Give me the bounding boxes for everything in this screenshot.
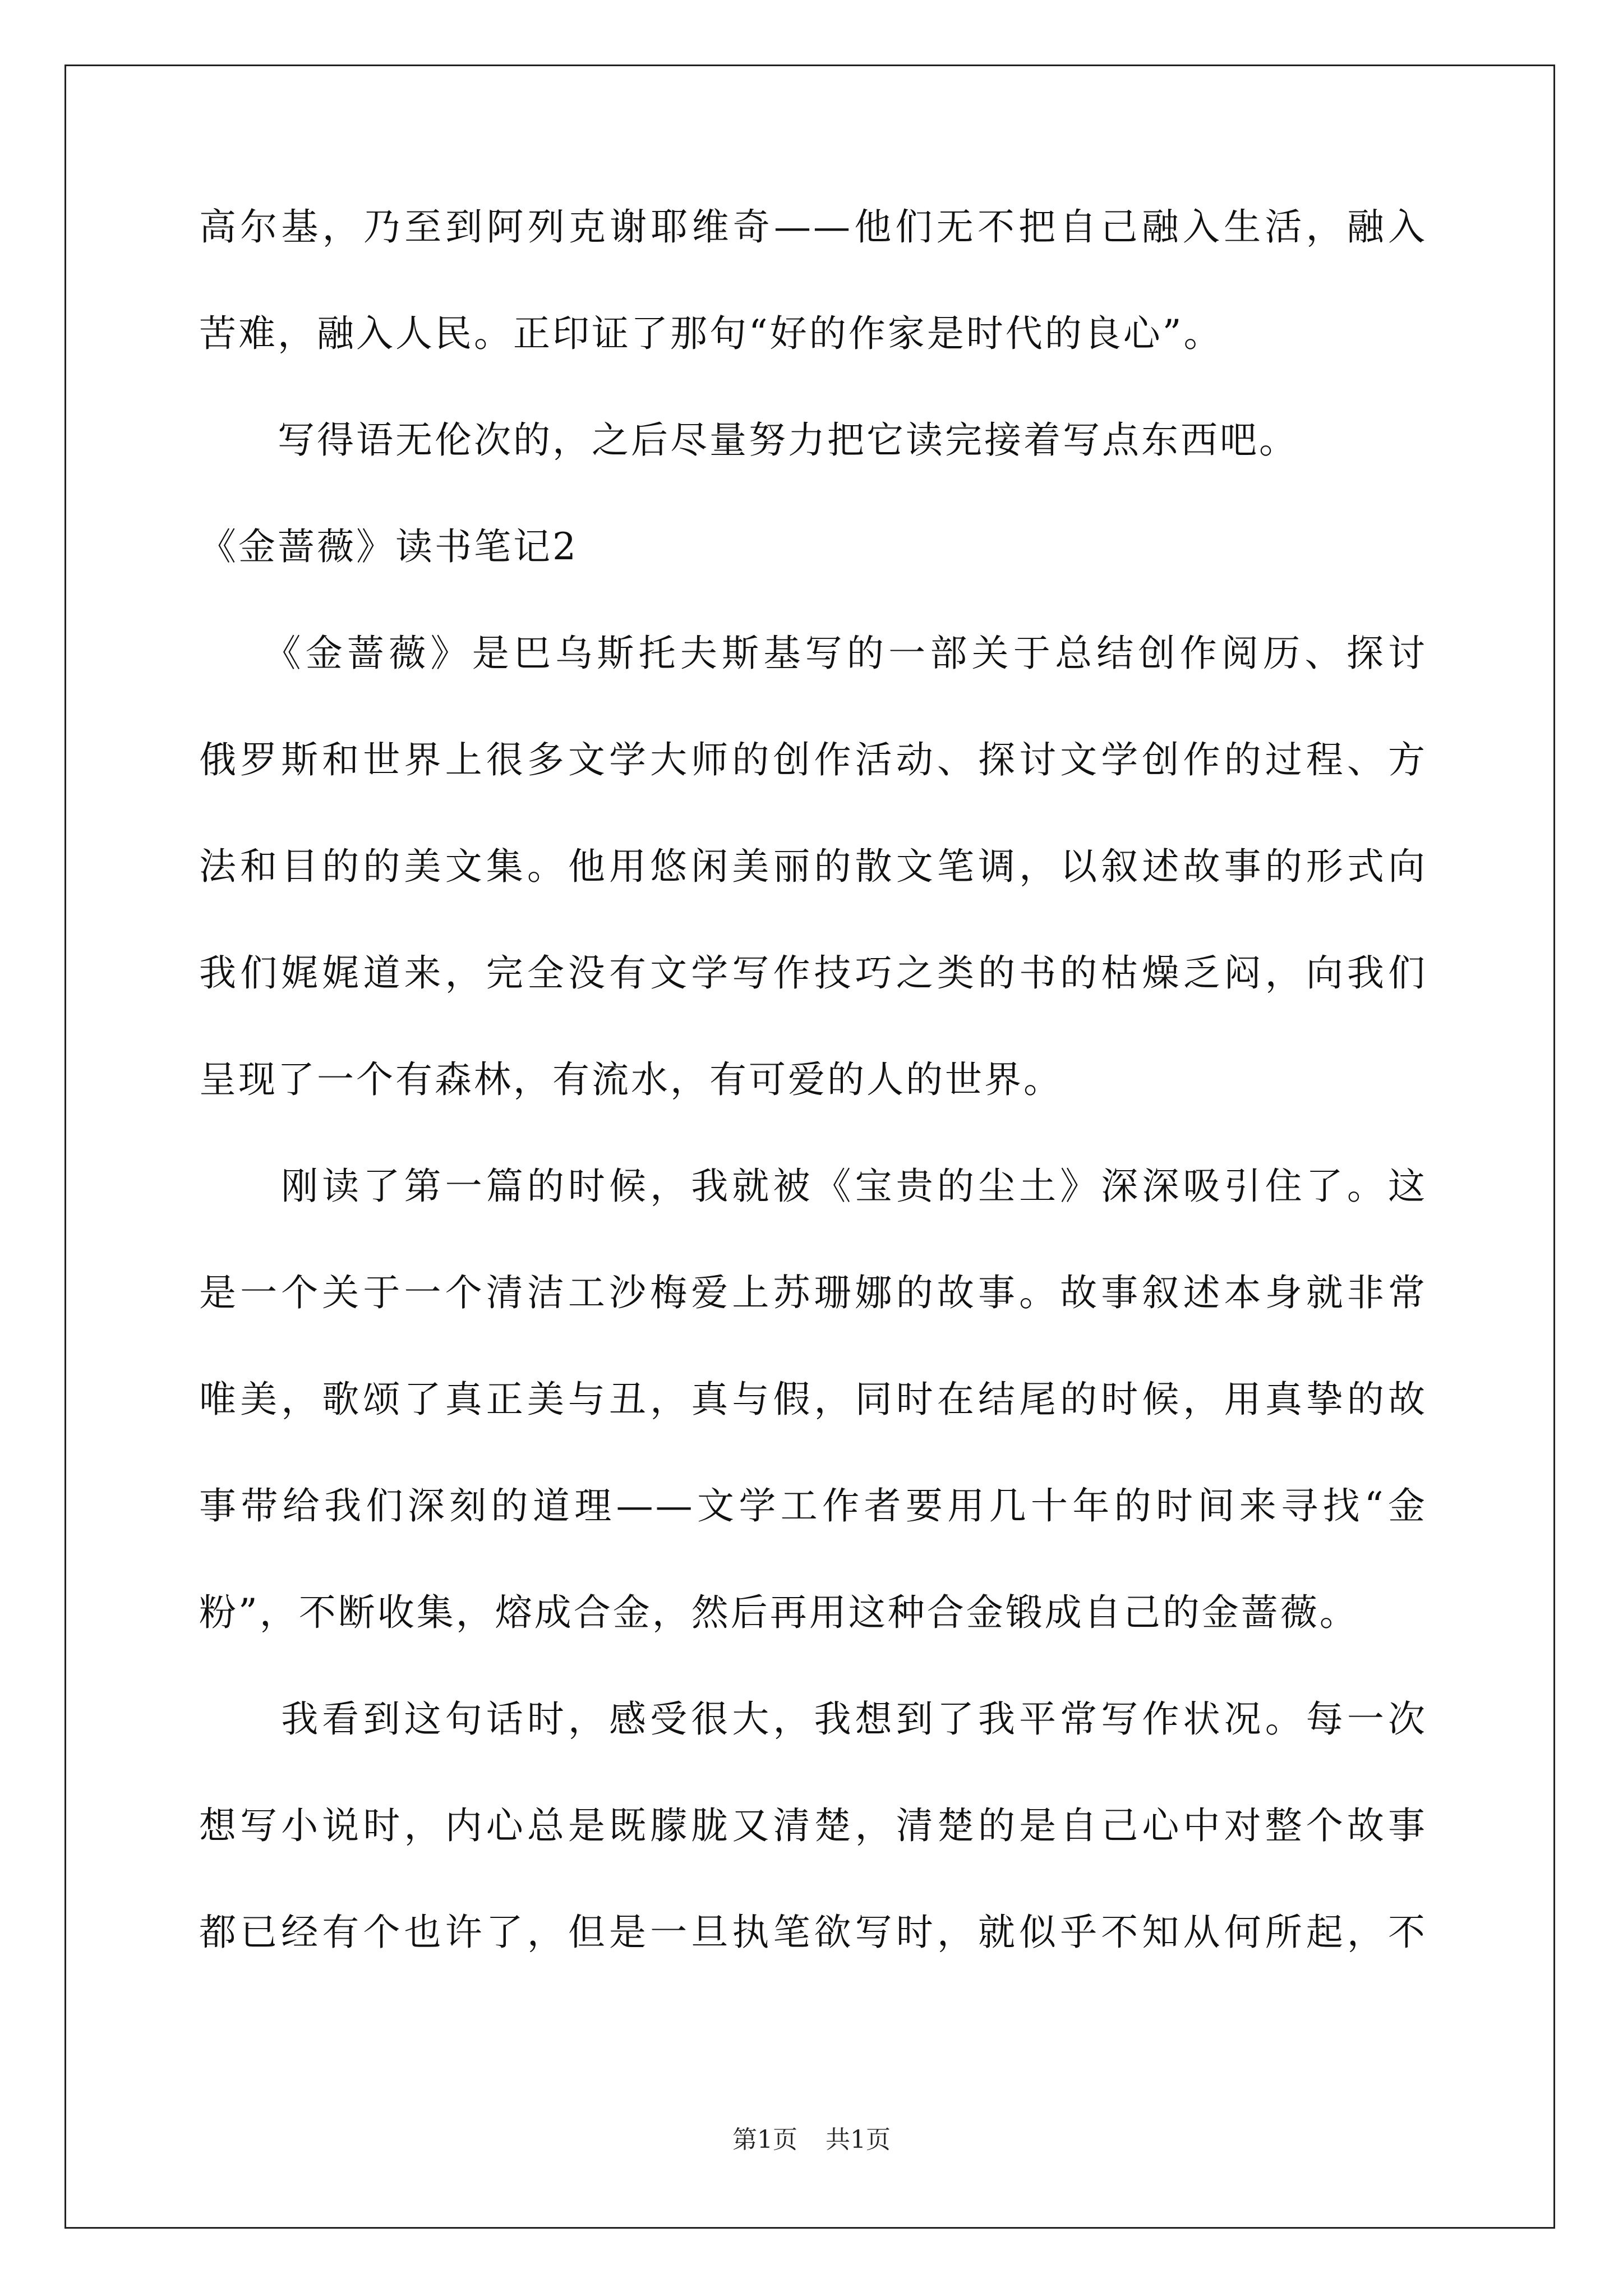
text-line: 我们娓娓道来，完全没有文学写作技巧之类的书的枯燥乏闷，向我们: [199, 951, 1427, 995]
text-line: 事带给我们深刻的道理——文学工作者要用几十年的时间来寻找“金: [199, 1484, 1427, 1527]
text-line: 《金蔷薇》是巴乌斯托夫斯基写的一部关于总结创作阅历、探讨: [199, 632, 1427, 675]
text-line: 刚读了第一篇的时候，我就被《宝贵的尘土》深深吸引住了。这: [199, 1165, 1427, 1208]
text-line: 唯美，歌颂了真正美与丑，真与假，同时在结尾的时候，用真挚的故: [199, 1378, 1427, 1421]
text-line: 是一个关于一个清洁工沙梅爱上苏珊娜的故事。故事叙述本身就非常: [199, 1271, 1427, 1314]
page-total: 共1页: [826, 2125, 891, 2154]
text-line: 想写小说时，内心总是既朦胧又清楚，清楚的是自己心中对整个故事: [199, 1804, 1427, 1847]
text-line: 法和目的的美文集。他用悠闲美丽的散文笔调，以叙述故事的形式向: [199, 845, 1427, 888]
text-line: 我看到这句话时，感受很大，我想到了我平常写作状况。每一次: [199, 1697, 1427, 1741]
text-line: 写得语无伦次的，之后尽量努力把它读完接着写点东西吧。: [199, 418, 1298, 462]
text-line: 俄罗斯和世界上很多文学大师的创作活动、探讨文学创作的过程、方: [199, 738, 1427, 781]
text-line: 苦难，融入人民。正印证了那句“好的作家是时代的良心”。: [199, 312, 1223, 355]
page-number: 第1页: [732, 2125, 797, 2154]
section-heading: 《金蔷薇》读书笔记2: [199, 525, 578, 568]
text-line: 高尔基，乃至到阿列克谢耶维奇——他们无不把自己融入生活，融入: [199, 205, 1427, 249]
page-footer: [0, 2123, 1623, 2157]
text-line: 粉”，不断收集，熔成合金，然后再用这种合金锻成自己的金蔷薇。: [199, 1591, 1359, 1634]
text-line: 都已经有个也许了，但是一旦执笔欲写时，就似乎不知从何所起，不: [199, 1911, 1427, 1954]
text-line: 呈现了一个有森林，有流水，有可爱的人的世界。: [199, 1058, 1063, 1101]
